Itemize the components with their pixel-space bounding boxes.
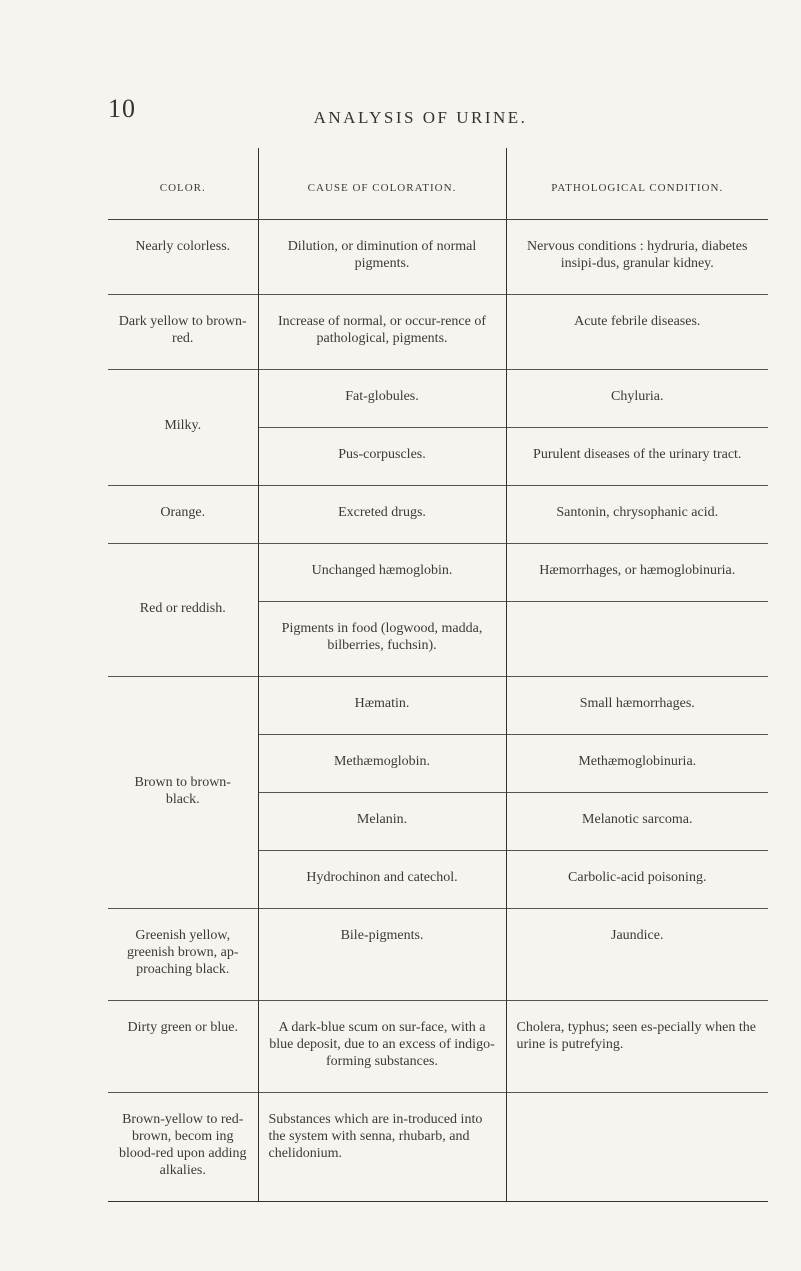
table-header-row	[108, 148, 768, 220]
cause-cell: Increase of normal, or occur-rence of pathological, pigments.	[258, 295, 506, 370]
header-cause: CAUSE OF COLORATION.	[258, 148, 506, 220]
cause-cell: Substances which are in-troduced into the system with senna, rhubarb, and chelidonium.	[258, 1093, 506, 1202]
cause-cell: Hydrochinon and catechol.	[258, 851, 506, 909]
cause-cell: Unchanged hæmoglobin.	[258, 544, 506, 602]
cause-cell: Excreted drugs.	[258, 486, 506, 544]
cause-cell: Hæmatin.	[258, 677, 506, 735]
cause-cell: Pus-corpuscles.	[258, 428, 506, 486]
condition-cell	[506, 1093, 768, 1202]
condition-cell: Cholera, typhus; seen es-pecially when the urine is putrefying.	[506, 1001, 768, 1093]
urine-color-table	[108, 148, 768, 1202]
color-cell: Nearly colorless.	[108, 220, 258, 295]
cause-cell: Fat-globules.	[258, 370, 506, 428]
page-number: 10	[108, 94, 136, 123]
table-bottom-rule	[108, 1202, 768, 1203]
condition-cell: Hæmorrhages, or hæmoglobinuria.	[506, 544, 768, 602]
cause-cell: Dilution, or diminution of normal pigments.	[258, 220, 506, 295]
table-row	[108, 544, 768, 602]
condition-cell	[506, 602, 768, 677]
condition-cell: Nervous conditions : hydruria, diabetes insipi-dus, granular kidney.	[506, 220, 768, 295]
table-row	[108, 1001, 768, 1093]
header-color: COLOR.	[108, 148, 258, 220]
cause-cell: Melanin.	[258, 793, 506, 851]
running-head: ANALYSIS OF URINE.	[313, 108, 528, 127]
color-cell: Brown-yellow to red-brown, becom ing blood-red upon adding alkalies.	[108, 1093, 258, 1202]
color-cell: Dirty green or blue.	[108, 1001, 258, 1093]
color-cell: Milky.	[108, 370, 258, 486]
condition-cell: Santonin, chrysophanic acid.	[506, 486, 768, 544]
condition-cell: Methæmoglobinuria.	[506, 735, 768, 793]
color-cell: Brown to brown-black.	[108, 677, 258, 909]
condition-cell: Carbolic-acid poisoning.	[506, 851, 768, 909]
color-table	[108, 148, 768, 1202]
table-row	[108, 295, 768, 370]
table-row	[108, 486, 768, 544]
table-row	[108, 220, 768, 295]
cause-cell: A dark-blue scum on sur-face, with a blue deposit, due to an excess of indigo-forming substances.	[258, 1001, 506, 1093]
condition-cell: Purulent diseases of the urinary tract.	[506, 428, 768, 486]
condition-cell: Jaundice.	[506, 909, 768, 1001]
cause-cell: Bile-pigments.	[258, 909, 506, 1001]
header-condition: PATHOLOGICAL CONDITION.	[506, 148, 768, 220]
table-row	[108, 370, 768, 428]
color-cell: Orange.	[108, 486, 258, 544]
cause-cell: Methæmoglobin.	[258, 735, 506, 793]
color-cell: Greenish yellow, greenish brown, ap-proaching black.	[108, 909, 258, 1001]
cause-cell: Pigments in food (logwood, madda, bilberries, fuchsin).	[258, 602, 506, 677]
color-cell: Dark yellow to brown-red.	[108, 295, 258, 370]
condition-cell: Melanotic sarcoma.	[506, 793, 768, 851]
color-cell: Red or reddish.	[108, 544, 258, 677]
condition-cell: Chyluria.	[506, 370, 768, 428]
condition-cell: Small hæmorrhages.	[506, 677, 768, 735]
table-row	[108, 677, 768, 735]
condition-cell: Acute febrile diseases.	[506, 295, 768, 370]
table-row	[108, 1093, 768, 1202]
table-row	[108, 909, 768, 1001]
